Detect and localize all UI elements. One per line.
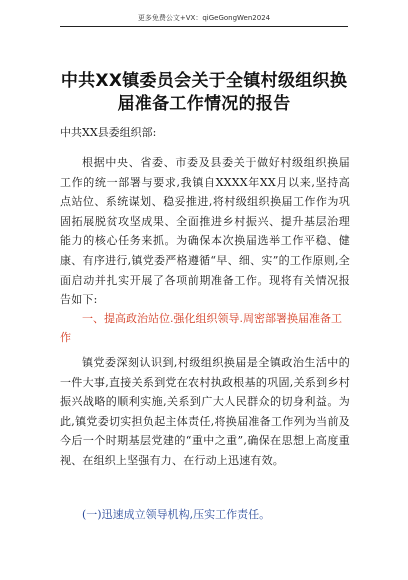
section-1-paragraph: 镇党委深刻认识到,村级组织换届是全镇政治生活中的一件大事,直接关系到党在农村执政根基的巩固,关系到乡村振兴战略的顺利实施,关系到广大人民群众的切身利益。为此,镇党委切实担负起主体责任,将换届准备工作列为当前及今后一个时期基层党建的“重中之重”,确保在思想上高度重视、在组织上坚强有力、在行动上迅速有效。	[60, 356, 350, 467]
document-title: 中共XX镇委员会关于全镇村级组织换届准备工作情况的报告	[60, 71, 348, 114]
addressee: 中共XX县委组织部:	[60, 126, 157, 139]
intro-paragraph: 根据中央、省委、市委及县委关于做好村级组织换届工作的统一部署与要求,我镇自XXXX年XX月以来,坚持高点站位、系统谋划、稳妥推进,将村级组织换届工作作为巩固拓展脱贫攻坚成果、全面推进乡村振兴、提升基层治理能力的核心任务来抓。为确保本次换届选举工作平稳、健康、有序进行,镇党委严格遵循“早、细、实”的工作原则,全面启动并扎实开展了各项前期准备工作。现将有关情况报告如下:	[60, 156, 350, 307]
page-header: 更多免费公文+VX：qiGeGongWen2024	[60, 13, 348, 27]
section-heading-1: 一、提高政治站位.强化组织领导.周密部署换届准备工作	[60, 312, 342, 344]
subsection-heading-1: (一)迅速成立领导机构,压实工作责任。	[82, 508, 271, 521]
